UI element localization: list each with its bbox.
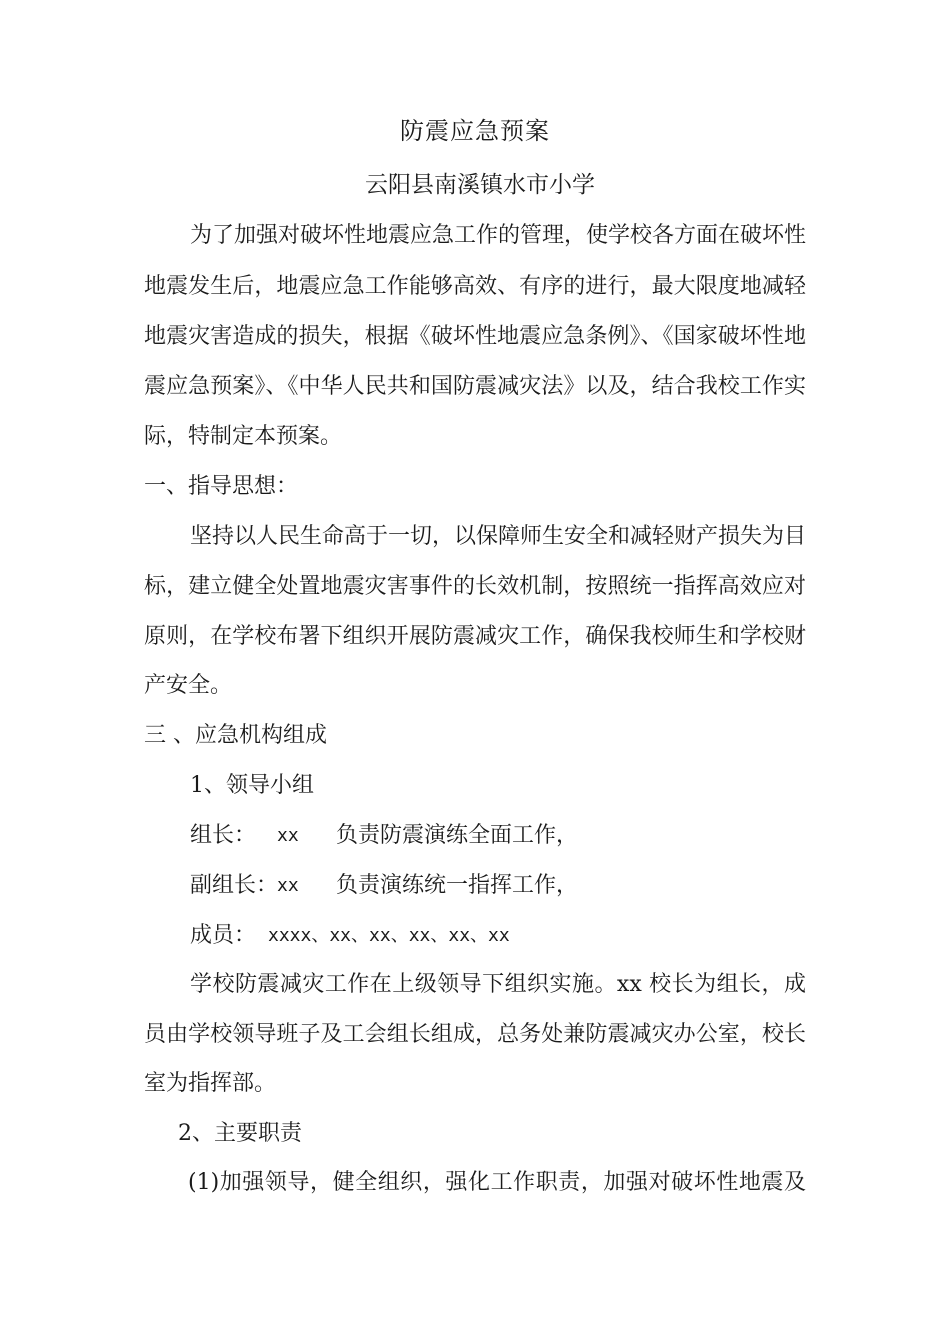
deputy-duty: 负责演练统一指挥工作， (336, 873, 579, 898)
intro-line-3: 地震灾害造成的损失，根据《破坏性地震应急条例》、《国家破坏性地 (144, 324, 806, 349)
section-1-line-3: 原则，在学校布署下组织开展防震减灾工作，确保我校师生和学校财 (144, 624, 806, 649)
leader-duty: 负责防震演练全面工作， (336, 823, 579, 848)
document-title: 防震应急预案 (400, 117, 550, 145)
section-1-heading: 一、指导思想： (144, 474, 299, 499)
duty-item-1: (1)加强领导，健全组织，强化工作职责，加强对破坏性地震及 (188, 1170, 806, 1195)
section-3-para-line-2: 员由学校领导班子及工会组长组成，总务处兼防震减灾办公室，校长 (144, 1022, 806, 1047)
section-1-line-4: 产安全。 (144, 673, 233, 698)
members-names: xxxx、xx、xx、xx、xx、xx (268, 925, 510, 946)
subsection-2-heading: 2、主要职责 (178, 1121, 302, 1146)
leader-label: 组长： (190, 823, 257, 848)
section-3-para-line-1: 学校防震减灾工作在上级领导下组织实施。xx 校长为组长，成 (190, 972, 806, 997)
section-3-para-line-3: 室为指挥部。 (144, 1071, 277, 1096)
intro-line-4: 震应急预案》、《中华人民共和国防震减灾法》以及，结合我校工作实 (144, 374, 806, 399)
members-label: 成员： (190, 923, 257, 948)
deputy-name: xx (277, 875, 299, 896)
leader-name: xx (277, 825, 299, 846)
section-1-line-2: 标，建立健全处置地震灾害事件的长效机制，按照统一指挥高效应对 (144, 574, 806, 599)
intro-line-5: 际，特制定本预案。 (144, 424, 343, 449)
intro-line-2: 地震发生后，地震应急工作能够高效、有序的进行，最大限度地减轻 (144, 274, 806, 299)
section-1-line-1: 坚持以人民生命高于一切，以保障师生安全和减轻财产损失为目 (190, 524, 807, 549)
section-3-heading: 三 、应急机构组成 (144, 723, 327, 748)
intro-line-1: 为了加强对破坏性地震应急工作的管理，使学校各方面在破坏性 (190, 223, 807, 248)
deputy-label: 副组长： (190, 873, 279, 898)
subsection-1-heading: 1、领导小组 (190, 773, 314, 798)
document-subtitle: 云阳县南溪镇水市小学 (365, 172, 595, 198)
